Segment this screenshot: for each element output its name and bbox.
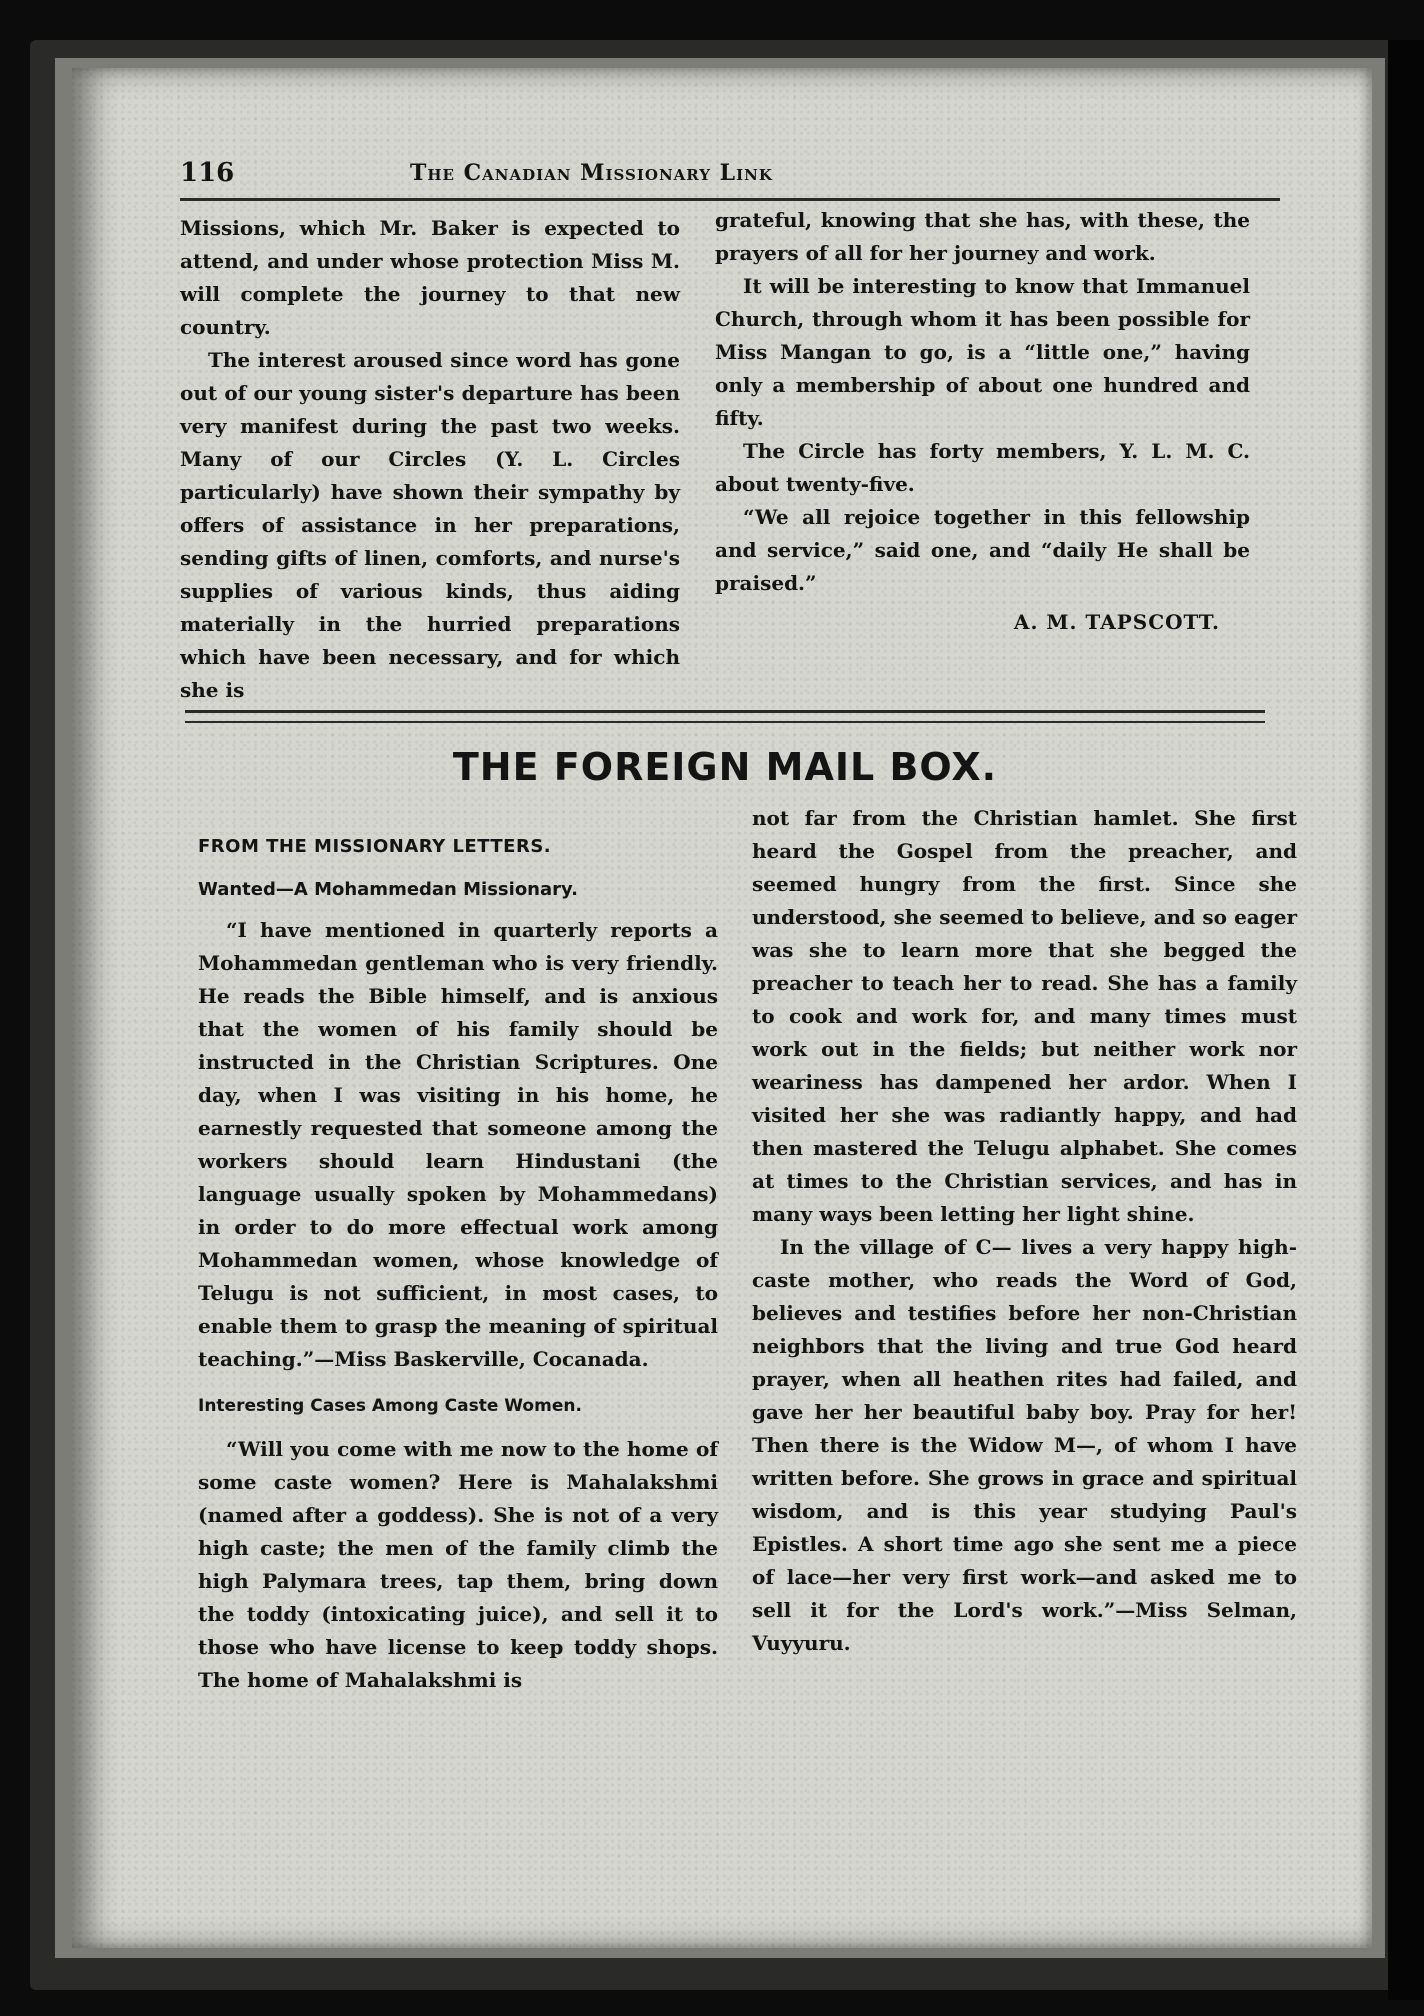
paragraph: “Will you come with me now to the home of some caste women? Here is Mahalakshmi (named after a goddess). She is not of a very high caste; the men of the family climb the high Palymara trees, tap them, bring down the toddy (intoxicating juice), and sell it to those who have license to keep toddy shops. The home of Mahalakshmi is xyxy=(198,1437,718,1692)
paragraph: The Circle has forty members, Y. L. M. C. about twenty-five. xyxy=(715,439,1250,496)
paragraph: “We all rejoice together in this fellowship and service,” said one, and “daily He shall be praised.” xyxy=(715,505,1250,595)
paragraph: In the village of C— lives a very happy high-caste mother, who reads the Word of God, believes and testifies before her non-Christian neighbors that the living and true God heard prayer, when all heathen rites had failed, and gave her her beautiful baby boy. Pray for her! Then there is the Widow M—, of whom I have written before. She grows in grace and spiritual wisdom, and is this year studying Paul's Epistles. A short time ago she sent me a piece of lace—her very first work—and asked me to sell it for the Lord's work.”—Miss Selman, Vuyyuru. xyxy=(752,1235,1297,1655)
page-number: 116 xyxy=(180,158,235,188)
section-title: THE FOREIGN MAIL BOX. xyxy=(452,745,998,789)
page-header xyxy=(180,158,1280,201)
section-divider xyxy=(185,710,1265,723)
paragraph: Missions, which Mr. Baker is expected to attend, and under whose protection Miss M. will complete the journey to that new country. xyxy=(180,216,680,339)
paragraph: “I have mentioned in quarterly reports a Mohammedan gentleman who is very friendly. He reads the Bible himself, and is anxious that the women of his family should be instructed in the Christian Scriptures. One day, when I was visiting in his home, he earnestly requested that someone among the workers should learn Hindustani (the language usually spoken by Mohammedans) in order to do more effectual work among Mohammedan women, whose knowledge of Telugu is not sufficient, in most cases, to enable them to grasp the meaning of spiritual teaching.”—Miss Baskerville, Cocanada. xyxy=(198,918,718,1371)
paragraph: grateful, knowing that she has, with these, the prayers of all for her journey and work. xyxy=(715,208,1250,265)
article-subheading: Interesting Cases Among Caste Women. xyxy=(198,1396,582,1416)
paragraph: not far from the Christian hamlet. She first heard the Gospel from the preacher, and seemed hungry from the first. Since she understood, she seemed to believe, and so eager was she to learn more that she begged the preacher to teach her to read. She has a family to cook and work for, and many times must work out in the fields; but neither work nor weariness has dampened her ardor. When I visited her she was radiantly happy, and had then mastered the Telugu alphabet. She comes at times to the Christian services, and has in many ways been letting her light shine. xyxy=(752,806,1297,1226)
scan-border xyxy=(1388,40,1424,2000)
running-head: The Canadian Missionary Link xyxy=(410,160,773,186)
bottom-left-column xyxy=(198,830,718,1697)
column-heading: FROM THE MISSIONARY LETTERS. xyxy=(198,836,552,857)
top-right-column xyxy=(715,204,1250,639)
paragraph: The interest aroused since word has gone out of our young sister's departure has been very manifest during the past two weeks. Many of our Circles (Y. L. Circles particularly) have shown their sympathy by offers of assistance in her preparations, sending gifts of linen, comforts, and nurse's supplies of various kinds, thus aiding materially in the hurried preparations which have been necessary, and for which she is xyxy=(180,348,680,702)
author-signature: A. M. TAPSCOTT. xyxy=(1013,610,1220,634)
article-subheading: Wanted—A Mohammedan Missionary. xyxy=(198,879,578,900)
bottom-right-column xyxy=(752,802,1297,1660)
top-left-column xyxy=(180,212,680,707)
paragraph: It will be interesting to know that Immanuel Church, through whom it has been possible for Miss Mangan to go, is a “little one,” having only a membership of about one hundred and fifty. xyxy=(715,274,1250,430)
